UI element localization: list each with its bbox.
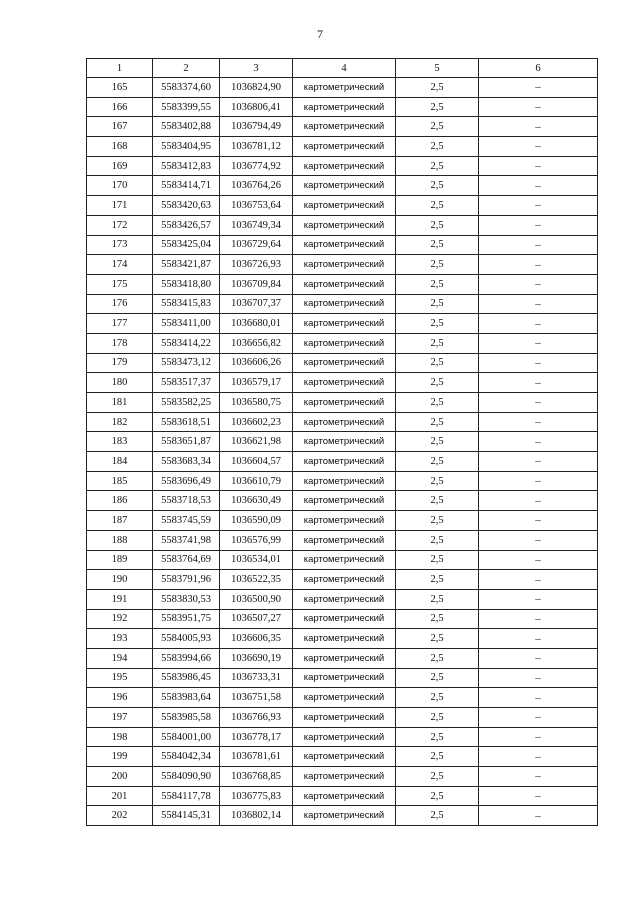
table-row — [87, 708, 598, 728]
cell-description: – — [479, 491, 598, 511]
cell-method: картометрический — [293, 708, 396, 728]
cell-point-number: 189 — [87, 550, 153, 570]
cell-coord-y: 1036534,01 — [220, 550, 293, 570]
cell-coord-y: 1036630,49 — [220, 491, 293, 511]
cell-coord-x: 5583399,55 — [153, 97, 220, 117]
cell-method: картометрический — [293, 452, 396, 472]
table-row — [87, 570, 598, 590]
cell-accuracy: 2,5 — [396, 353, 479, 373]
cell-point-number: 175 — [87, 274, 153, 294]
cell-coord-x: 5583791,96 — [153, 570, 220, 590]
cell-accuracy: 2,5 — [396, 333, 479, 353]
header-row — [87, 59, 598, 78]
table-row — [87, 333, 598, 353]
cell-coord-x: 5583764,69 — [153, 550, 220, 570]
table-row — [87, 786, 598, 806]
cell-description: – — [479, 570, 598, 590]
cell-accuracy: 2,5 — [396, 294, 479, 314]
cell-coord-y: 1036778,17 — [220, 727, 293, 747]
cell-accuracy: 2,5 — [396, 235, 479, 255]
table-row — [87, 412, 598, 432]
cell-coord-y: 1036766,93 — [220, 708, 293, 728]
cell-point-number: 188 — [87, 530, 153, 550]
cell-coord-x: 5583741,98 — [153, 530, 220, 550]
cell-point-number: 183 — [87, 432, 153, 452]
cell-description: – — [479, 314, 598, 334]
cell-point-number: 182 — [87, 412, 153, 432]
cell-method: картометрический — [293, 235, 396, 255]
cell-accuracy: 2,5 — [396, 393, 479, 413]
cell-description: – — [479, 452, 598, 472]
cell-description: – — [479, 393, 598, 413]
table-row — [87, 668, 598, 688]
cell-description: – — [479, 412, 598, 432]
cell-accuracy: 2,5 — [396, 491, 479, 511]
cell-description: – — [479, 137, 598, 157]
cell-point-number: 185 — [87, 471, 153, 491]
cell-description: – — [479, 767, 598, 787]
header-cell-1: 1 — [87, 59, 153, 78]
cell-point-number: 194 — [87, 648, 153, 668]
cell-point-number: 170 — [87, 176, 153, 196]
cell-method: картометрический — [293, 97, 396, 117]
cell-coord-y: 1036794,49 — [220, 117, 293, 137]
cell-method: картометрический — [293, 137, 396, 157]
cell-method: картометрический — [293, 274, 396, 294]
table-row — [87, 747, 598, 767]
cell-point-number: 167 — [87, 117, 153, 137]
cell-method: картометрический — [293, 215, 396, 235]
cell-coord-y: 1036775,83 — [220, 786, 293, 806]
cell-coord-x: 5583951,75 — [153, 609, 220, 629]
table-row — [87, 294, 598, 314]
cell-method: картометрический — [293, 550, 396, 570]
cell-method: картометрический — [293, 117, 396, 137]
cell-method: картометрический — [293, 196, 396, 216]
cell-coord-y: 1036522,35 — [220, 570, 293, 590]
cell-coord-y: 1036507,27 — [220, 609, 293, 629]
cell-coord-y: 1036707,37 — [220, 294, 293, 314]
cell-method: картометрический — [293, 373, 396, 393]
cell-coord-x: 5583414,22 — [153, 333, 220, 353]
cell-coord-y: 1036726,93 — [220, 255, 293, 275]
cell-coord-x: 5583651,87 — [153, 432, 220, 452]
cell-method: картометрический — [293, 629, 396, 649]
cell-coord-y: 1036690,19 — [220, 648, 293, 668]
cell-point-number: 192 — [87, 609, 153, 629]
cell-accuracy: 2,5 — [396, 196, 479, 216]
cell-accuracy: 2,5 — [396, 156, 479, 176]
cell-method: картометрический — [293, 78, 396, 98]
cell-point-number: 171 — [87, 196, 153, 216]
header-cell-2: 2 — [153, 59, 220, 78]
cell-accuracy: 2,5 — [396, 806, 479, 826]
cell-description: – — [479, 255, 598, 275]
table-row — [87, 255, 598, 275]
cell-description: – — [479, 156, 598, 176]
cell-coord-x: 5584145,31 — [153, 806, 220, 826]
cell-coord-y: 1036768,85 — [220, 767, 293, 787]
cell-accuracy: 2,5 — [396, 412, 479, 432]
cell-accuracy: 2,5 — [396, 373, 479, 393]
cell-accuracy: 2,5 — [396, 609, 479, 629]
cell-method: картометрический — [293, 353, 396, 373]
cell-method: картометрический — [293, 333, 396, 353]
cell-point-number: 168 — [87, 137, 153, 157]
cell-point-number: 180 — [87, 373, 153, 393]
cell-point-number: 165 — [87, 78, 153, 98]
cell-point-number: 187 — [87, 511, 153, 531]
cell-accuracy: 2,5 — [396, 570, 479, 590]
cell-point-number: 169 — [87, 156, 153, 176]
table-row — [87, 274, 598, 294]
header-cell-3: 3 — [220, 59, 293, 78]
cell-coord-x: 5584117,78 — [153, 786, 220, 806]
cell-method: картометрический — [293, 530, 396, 550]
cell-point-number: 179 — [87, 353, 153, 373]
cell-coord-y: 1036749,34 — [220, 215, 293, 235]
cell-method: картометрический — [293, 314, 396, 334]
cell-coord-x: 5583745,59 — [153, 511, 220, 531]
cell-coord-x: 5584042,34 — [153, 747, 220, 767]
cell-coord-x: 5583402,88 — [153, 117, 220, 137]
cell-description: – — [479, 333, 598, 353]
cell-accuracy: 2,5 — [396, 432, 479, 452]
cell-description: – — [479, 550, 598, 570]
cell-coord-y: 1036621,98 — [220, 432, 293, 452]
cell-coord-y: 1036764,26 — [220, 176, 293, 196]
header-cell-4: 4 — [293, 59, 396, 78]
cell-point-number: 202 — [87, 806, 153, 826]
cell-point-number: 176 — [87, 294, 153, 314]
table-row — [87, 314, 598, 334]
table-row — [87, 176, 598, 196]
cell-description: – — [479, 235, 598, 255]
cell-accuracy: 2,5 — [396, 117, 479, 137]
cell-coord-x: 5584090,90 — [153, 767, 220, 787]
cell-method: картометрический — [293, 589, 396, 609]
cell-accuracy: 2,5 — [396, 629, 479, 649]
cell-coord-x: 5583414,71 — [153, 176, 220, 196]
cell-coord-x: 5583582,25 — [153, 393, 220, 413]
table-row — [87, 589, 598, 609]
cell-method: картометрический — [293, 570, 396, 590]
cell-method: картометрический — [293, 727, 396, 747]
cell-coord-x: 5583517,37 — [153, 373, 220, 393]
table-row — [87, 609, 598, 629]
cell-method: картометрический — [293, 393, 396, 413]
cell-point-number: 174 — [87, 255, 153, 275]
cell-coord-y: 1036579,17 — [220, 373, 293, 393]
cell-method: картометрический — [293, 412, 396, 432]
cell-accuracy: 2,5 — [396, 274, 479, 294]
cell-coord-x: 5583983,64 — [153, 688, 220, 708]
cell-description: – — [479, 708, 598, 728]
cell-point-number: 177 — [87, 314, 153, 334]
coordinates-table — [86, 58, 598, 826]
cell-coord-y: 1036806,41 — [220, 97, 293, 117]
cell-coord-y: 1036580,75 — [220, 393, 293, 413]
cell-accuracy: 2,5 — [396, 550, 479, 570]
cell-description: – — [479, 432, 598, 452]
cell-description: – — [479, 530, 598, 550]
table-row — [87, 688, 598, 708]
table-row — [87, 727, 598, 747]
cell-coord-x: 5583696,49 — [153, 471, 220, 491]
cell-accuracy: 2,5 — [396, 648, 479, 668]
cell-coord-x: 5583404,95 — [153, 137, 220, 157]
cell-coord-y: 1036610,79 — [220, 471, 293, 491]
table-row — [87, 806, 598, 826]
cell-point-number: 172 — [87, 215, 153, 235]
cell-accuracy: 2,5 — [396, 78, 479, 98]
cell-coord-x: 5583985,58 — [153, 708, 220, 728]
table-row — [87, 648, 598, 668]
cell-method: картометрический — [293, 294, 396, 314]
cell-point-number: 166 — [87, 97, 153, 117]
cell-method: картометрический — [293, 176, 396, 196]
cell-coord-x: 5583473,12 — [153, 353, 220, 373]
cell-point-number: 181 — [87, 393, 153, 413]
cell-coord-x: 5583415,83 — [153, 294, 220, 314]
cell-accuracy: 2,5 — [396, 530, 479, 550]
cell-description: – — [479, 629, 598, 649]
cell-description: – — [479, 786, 598, 806]
cell-coord-x: 5583426,57 — [153, 215, 220, 235]
cell-accuracy: 2,5 — [396, 668, 479, 688]
cell-accuracy: 2,5 — [396, 688, 479, 708]
cell-method: картометрический — [293, 156, 396, 176]
cell-point-number: 196 — [87, 688, 153, 708]
cell-point-number: 200 — [87, 767, 153, 787]
table-body — [87, 78, 598, 826]
cell-accuracy: 2,5 — [396, 215, 479, 235]
cell-method: картометрический — [293, 786, 396, 806]
cell-description: – — [479, 78, 598, 98]
cell-coord-y: 1036824,90 — [220, 78, 293, 98]
cell-description: – — [479, 727, 598, 747]
cell-method: картометрический — [293, 806, 396, 826]
cell-point-number: 197 — [87, 708, 153, 728]
cell-accuracy: 2,5 — [396, 452, 479, 472]
table-row — [87, 97, 598, 117]
cell-coord-y: 1036602,23 — [220, 412, 293, 432]
cell-coord-y: 1036751,58 — [220, 688, 293, 708]
cell-point-number: 191 — [87, 589, 153, 609]
table-row — [87, 629, 598, 649]
cell-accuracy: 2,5 — [396, 727, 479, 747]
cell-coord-y: 1036500,90 — [220, 589, 293, 609]
cell-point-number: 186 — [87, 491, 153, 511]
cell-coord-x: 5583618,51 — [153, 412, 220, 432]
cell-coord-y: 1036606,35 — [220, 629, 293, 649]
table-row — [87, 550, 598, 570]
cell-coord-x: 5583830,53 — [153, 589, 220, 609]
cell-accuracy: 2,5 — [396, 255, 479, 275]
cell-coord-x: 5583986,45 — [153, 668, 220, 688]
cell-accuracy: 2,5 — [396, 137, 479, 157]
cell-method: картометрический — [293, 668, 396, 688]
cell-coord-y: 1036733,31 — [220, 668, 293, 688]
table-row — [87, 353, 598, 373]
cell-coord-y: 1036656,82 — [220, 333, 293, 353]
table-row — [87, 373, 598, 393]
cell-method: картометрический — [293, 648, 396, 668]
cell-point-number: 199 — [87, 747, 153, 767]
cell-description: – — [479, 176, 598, 196]
cell-point-number: 193 — [87, 629, 153, 649]
cell-coord-x: 5583374,60 — [153, 78, 220, 98]
cell-point-number: 201 — [87, 786, 153, 806]
cell-description: – — [479, 511, 598, 531]
cell-description: – — [479, 215, 598, 235]
cell-point-number: 178 — [87, 333, 153, 353]
cell-method: картометрический — [293, 255, 396, 275]
cell-description: – — [479, 648, 598, 668]
cell-description: – — [479, 747, 598, 767]
cell-coord-y: 1036606,26 — [220, 353, 293, 373]
cell-coord-y: 1036709,84 — [220, 274, 293, 294]
header-cell-5: 5 — [396, 59, 479, 78]
cell-description: – — [479, 294, 598, 314]
table-row — [87, 215, 598, 235]
cell-coord-x: 5583683,34 — [153, 452, 220, 472]
table-row — [87, 196, 598, 216]
cell-coord-x: 5583418,80 — [153, 274, 220, 294]
cell-method: картометрический — [293, 609, 396, 629]
table-row — [87, 137, 598, 157]
cell-method: картометрический — [293, 747, 396, 767]
cell-description: – — [479, 688, 598, 708]
table-row — [87, 530, 598, 550]
cell-coord-y: 1036753,64 — [220, 196, 293, 216]
cell-coord-x: 5583425,04 — [153, 235, 220, 255]
cell-description: – — [479, 117, 598, 137]
table-row — [87, 117, 598, 137]
cell-coord-y: 1036729,64 — [220, 235, 293, 255]
cell-description: – — [479, 97, 598, 117]
cell-description: – — [479, 589, 598, 609]
cell-description: – — [479, 353, 598, 373]
cell-coord-x: 5583421,87 — [153, 255, 220, 275]
table-row — [87, 767, 598, 787]
cell-accuracy: 2,5 — [396, 589, 479, 609]
cell-description: – — [479, 471, 598, 491]
cell-description: – — [479, 274, 598, 294]
cell-coord-y: 1036781,12 — [220, 137, 293, 157]
header-cell-6: 6 — [479, 59, 598, 78]
cell-description: – — [479, 196, 598, 216]
cell-coord-x: 5583994,66 — [153, 648, 220, 668]
cell-accuracy: 2,5 — [396, 786, 479, 806]
cell-coord-y: 1036576,99 — [220, 530, 293, 550]
table-row — [87, 491, 598, 511]
table-row — [87, 156, 598, 176]
table-row — [87, 235, 598, 255]
cell-coord-y: 1036781,61 — [220, 747, 293, 767]
cell-method: картометрический — [293, 471, 396, 491]
cell-coord-y: 1036604,57 — [220, 452, 293, 472]
cell-description: – — [479, 668, 598, 688]
table-row — [87, 432, 598, 452]
cell-accuracy: 2,5 — [396, 511, 479, 531]
cell-description: – — [479, 609, 598, 629]
cell-coord-x: 5583718,53 — [153, 491, 220, 511]
cell-coord-x: 5583412,83 — [153, 156, 220, 176]
page-number: 7 — [317, 27, 323, 41]
cell-method: картометрический — [293, 511, 396, 531]
cell-accuracy: 2,5 — [396, 176, 479, 196]
cell-accuracy: 2,5 — [396, 708, 479, 728]
cell-point-number: 190 — [87, 570, 153, 590]
cell-coord-y: 1036680,01 — [220, 314, 293, 334]
cell-accuracy: 2,5 — [396, 97, 479, 117]
cell-coord-y: 1036590,09 — [220, 511, 293, 531]
cell-coord-y: 1036802,14 — [220, 806, 293, 826]
cell-method: картометрический — [293, 767, 396, 787]
cell-method: картометрический — [293, 688, 396, 708]
cell-method: картометрический — [293, 491, 396, 511]
table-row — [87, 511, 598, 531]
cell-coord-x: 5584001,00 — [153, 727, 220, 747]
cell-coord-x: 5583420,63 — [153, 196, 220, 216]
table-row — [87, 471, 598, 491]
cell-coord-y: 1036774,92 — [220, 156, 293, 176]
table-row — [87, 393, 598, 413]
cell-accuracy: 2,5 — [396, 471, 479, 491]
cell-point-number: 173 — [87, 235, 153, 255]
cell-coord-x: 5584005,93 — [153, 629, 220, 649]
cell-point-number: 184 — [87, 452, 153, 472]
cell-point-number: 198 — [87, 727, 153, 747]
table-row — [87, 78, 598, 98]
table-row — [87, 452, 598, 472]
cell-coord-x: 5583411,00 — [153, 314, 220, 334]
cell-accuracy: 2,5 — [396, 767, 479, 787]
cell-description: – — [479, 373, 598, 393]
cell-description: – — [479, 806, 598, 826]
cell-method: картометрический — [293, 432, 396, 452]
cell-point-number: 195 — [87, 668, 153, 688]
cell-accuracy: 2,5 — [396, 314, 479, 334]
cell-accuracy: 2,5 — [396, 747, 479, 767]
